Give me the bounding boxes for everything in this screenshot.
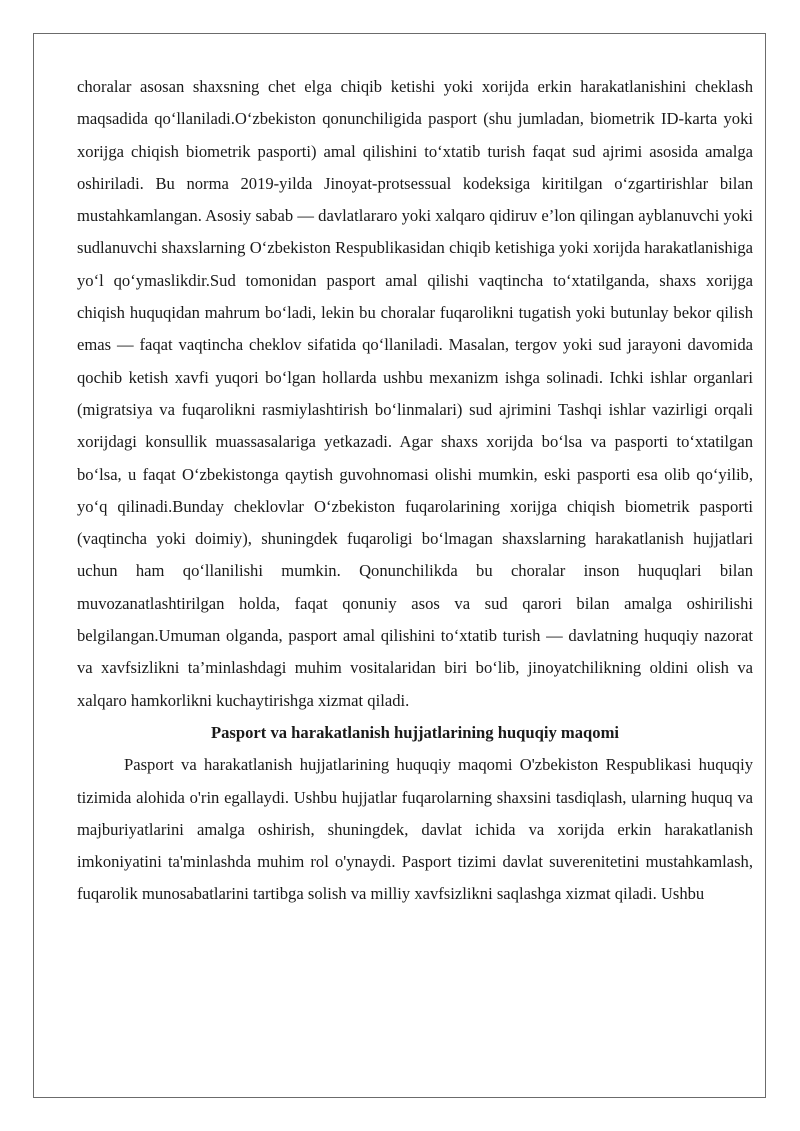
section-heading: Pasport va harakatlanish hujjatlarining huquqiy maqomi xyxy=(210,722,620,742)
document-body xyxy=(77,71,753,911)
body-paragraph-indented: Pasport va harakatlanish hujjatlarining huquqiy maqomi O'zbekiston Respublikasi huquqiy tizimida alohida o'rin egallaydi. Ushbu hujjatlar fuqarolarning shaxsini tasdiqlash, ularning huquq va majburiyatlarini amalga oshirish, shuningdek, davlat ichida va xorijda erkin harakatlanish imkoniyatini ta'minlashda muhim rol o'ynaydi. Pasport tizimi davlat suverenitetini mustahkamlash, fuqarolik munosabatlarini tartibga solish va milliy xavfsizlikni saqlashga xizmat qiladi. Ushbu xyxy=(77,755,753,904)
body-paragraph: choralar asosan shaxsning chet elga chiqib ketishi yoki xorijda erkin harakatlanishini cheklash maqsadida qo‘llaniladi.O‘zbekiston qonunchiligida pasport (shu jumladan, biometrik ID-karta yoki xorijga chiqish biometrik pasporti) amal qilishini to‘xtatib turish faqat sud ajrimi asosida amalga oshiriladi. Bu norma 2019-yilda Jinoyat-protsessual kodeksiga kiritilgan o‘zgartirishlar bilan mustahkamlangan. Asosiy sabab — davlatlararo yoki xalqaro qidiruv e’lon qilingan ayblanuvchi yoki sudlanuvchi shaxslarning O‘zbekiston Respublikasidan chiqib ketishiga yoki xorijda harakatlanishiga yo‘l qo‘ymaslikdir.Sud tomonidan pasport amal qilishi vaqtincha to‘xtatilganda, shaxs xorijga chiqish huquqidan mahrum bo‘ladi, lekin bu choralar fuqarolikni tugatish yoki butunlay bekor qilish emas — faqat vaqtincha cheklov sifatida qo‘llaniladi. Masalan, tergov yoki sud jarayoni davomida qochib ketish xavfi yuqori bo‘lgan hollarda ushbu mexanizm ishga solinadi. Ichki ishlar organlari (migratsiya va fuqarolikni rasmiylashtirish bo‘linmalari) sud ajrimini Tashqi ishlar vazirligi orqali xorijdagi konsullik muassasalariga yetkazadi. Agar shaxs xorijda bo‘lsa va pasporti to‘xtatilgan bo‘lsa, u faqat O‘zbekistonga qaytish guvohnomasi olishi mumkin, eski pasporti esa olib qo‘yilib, yo‘q qilinadi.Bunday cheklovlar O‘zbekiston fuqarolarining xorijga chiqish biometrik pasporti (vaqtincha yoki doimiy), shuningdek fuqaroligi bo‘lmagan shaxslarning harakatlanish hujjatlari uchun ham qo‘llanilishi mumkin. Qonunchilikda bu choralar inson huquqlari bilan muvozanatlashtirilgan holda, faqat qonuniy asos va sud qarori bilan amalga oshirilishi belgilangan.Umuman olganda, pasport amal qilishini to‘xtatib turish — davlatning huquqiy nazorat va xavfsizlikni ta’minlashdagi muhim vositalaridan biri bo‘lib, jinoyatchilikning oldini olish va xalqaro hamkorlikni kuchaytirishga xizmat qiladi. xyxy=(77,77,753,710)
